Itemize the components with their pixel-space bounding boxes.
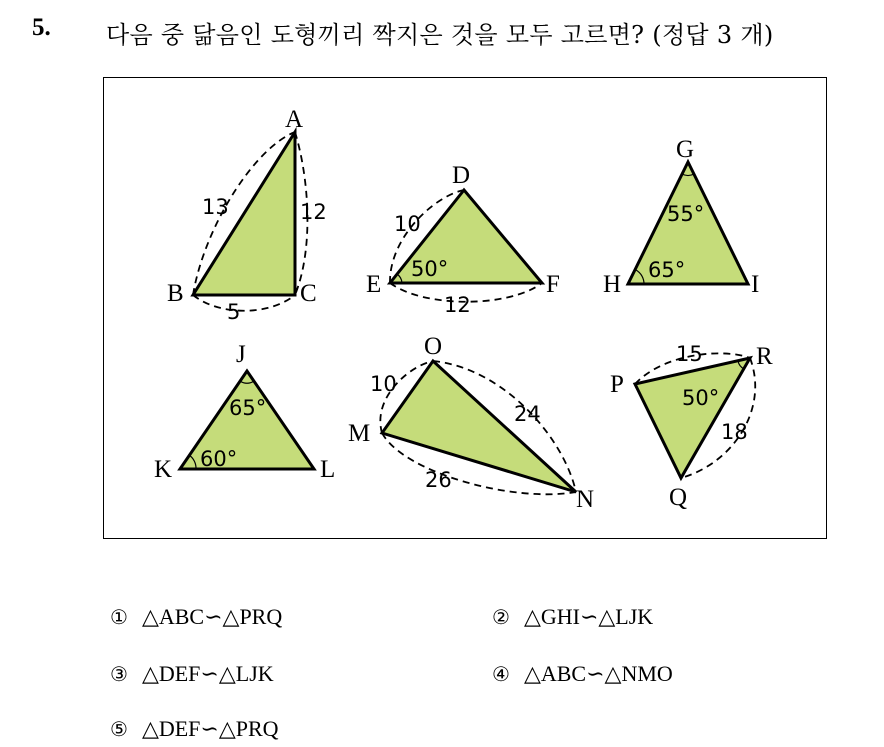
vertex-c: C xyxy=(300,280,317,307)
side-ef-length: 12 xyxy=(444,293,471,317)
vertex-l: L xyxy=(320,456,336,483)
choice-3-text: △DEF∽△LJK xyxy=(141,661,274,686)
side-bc-length: 5 xyxy=(227,300,241,324)
side-pr-length: 15 xyxy=(676,342,703,366)
choice-5[interactable] xyxy=(110,716,279,742)
vertex-a: A xyxy=(285,106,304,133)
vertex-f: F xyxy=(546,271,560,298)
angle-k-value: 60° xyxy=(200,447,238,471)
vertex-h: H xyxy=(603,271,622,298)
figure-box xyxy=(103,77,827,539)
choice-4-mark: ④ xyxy=(492,662,510,686)
choice-2-text: △GHI∽△LJK xyxy=(523,604,654,629)
vertex-o: O xyxy=(424,333,443,360)
side-on-length: 24 xyxy=(514,402,541,426)
side-ac-length: 12 xyxy=(300,200,327,224)
vertex-m: M xyxy=(348,420,371,447)
choice-5-text: △DEF∽△PRQ xyxy=(141,716,279,741)
vertex-r: R xyxy=(756,343,773,370)
angle-e-value: 50° xyxy=(411,257,449,281)
triangle-mon xyxy=(348,333,594,513)
triangles-figure xyxy=(104,78,828,540)
choice-1[interactable] xyxy=(110,604,282,630)
triangle-def xyxy=(366,162,560,317)
vertex-e: E xyxy=(366,271,382,298)
side-de-length: 10 xyxy=(394,212,421,236)
vertex-n: N xyxy=(576,486,595,513)
question-text: 다음 중 닮음인 도형끼리 짝지은 것을 모두 고르면? (정답 3 개) xyxy=(106,21,774,49)
vertex-j: J xyxy=(236,341,246,368)
choice-4[interactable] xyxy=(492,661,673,687)
vertex-q: Q xyxy=(669,484,688,511)
side-ab-length: 13 xyxy=(202,195,229,219)
vertex-i: I xyxy=(751,271,760,298)
angle-g-value: 55° xyxy=(667,202,705,226)
triangle-ghi xyxy=(603,136,759,298)
side-rq-length: 18 xyxy=(721,420,748,444)
angle-h-value: 65° xyxy=(648,258,686,282)
vertex-p: P xyxy=(610,371,624,398)
angle-j-value: 65° xyxy=(229,396,267,420)
triangle-jkl xyxy=(154,341,335,483)
vertex-g: G xyxy=(676,136,695,163)
choice-1-text: △ABC∽△PRQ xyxy=(141,604,283,629)
side-mo-length: 10 xyxy=(370,372,397,396)
triangle-pqr xyxy=(610,342,773,511)
choice-2[interactable] xyxy=(492,604,653,630)
choice-3-mark: ③ xyxy=(110,662,128,686)
choice-2-mark: ② xyxy=(492,605,510,629)
choice-4-text: △ABC∽△NMO xyxy=(523,661,673,686)
side-mn-length: 26 xyxy=(425,468,452,492)
choice-5-mark: ⑤ xyxy=(110,717,128,741)
vertex-k: K xyxy=(154,456,173,483)
angle-r-value: 50° xyxy=(682,386,720,410)
triangle-abc xyxy=(167,106,327,324)
vertex-d: D xyxy=(452,162,471,189)
vertex-b: B xyxy=(167,280,184,307)
choice-1-mark: ① xyxy=(110,605,128,629)
choice-3[interactable] xyxy=(110,661,274,687)
question-number: 5. xyxy=(32,14,51,41)
